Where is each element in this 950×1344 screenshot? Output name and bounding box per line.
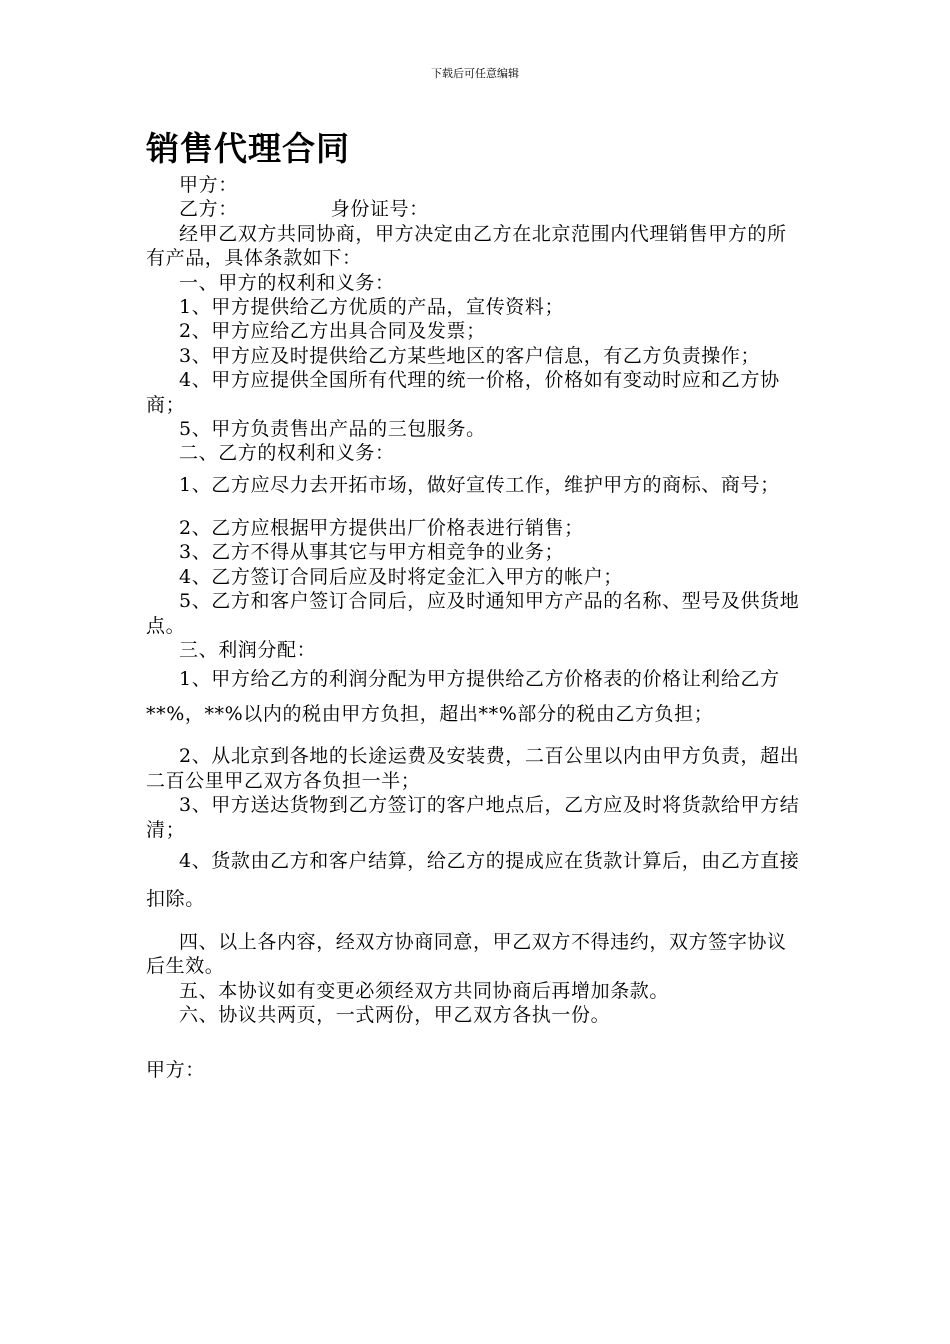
clause-3-2: 2、从北京到各地的长途运费及安装费，二百公里以内由甲方负责，超出二百公里甲乙双方各负担一半； bbox=[146, 745, 800, 792]
signature-party-a: 甲方： bbox=[146, 1058, 205, 1081]
section-heading-6: 六、协议共两页，一式两份，甲乙双方各执一份。 bbox=[179, 1004, 611, 1027]
section-heading-4: 四、以上各内容，经双方协商同意，甲乙双方不得违约，双方签字协议后生效。 bbox=[146, 930, 787, 978]
intro-paragraph: 经甲乙双方共同协商，甲方决定由乙方在北京范围内代理销售甲方的所有产品，具体条款如下： bbox=[146, 222, 787, 270]
clause-2-2: 2、乙方应根据甲方提供出厂价格表进行销售； bbox=[179, 516, 584, 539]
clause-2-1: 1、乙方应尽力去开拓市场，做好宣传工作，维护甲方的商标、商号； bbox=[179, 473, 780, 496]
clause-1-2: 2、甲方应给乙方出具合同及发票； bbox=[179, 320, 486, 343]
party-b-line: 乙方： 身份证号： bbox=[179, 198, 429, 221]
clause-1-1: 1、甲方提供给乙方优质的产品，宣传资料； bbox=[179, 296, 565, 319]
clause-2-5: 5、乙方和客户签订合同后，应及时通知甲方产品的名称、型号及供货地点。 bbox=[146, 590, 800, 637]
clause-2-3: 3、乙方不得从事其它与甲方相竞争的业务； bbox=[179, 541, 565, 564]
clause-1-5: 5、甲方负责售出产品的三包服务。 bbox=[179, 418, 486, 441]
page-header-note: 下载后可任意编辑 bbox=[431, 67, 519, 80]
section-heading-3: 三、利润分配： bbox=[179, 638, 317, 661]
section-heading-2: 二、乙方的权利和义务： bbox=[179, 442, 395, 465]
clause-3-4: 4、货款由乙方和客户结算，给乙方的提成应在货款计算后，由乙方直接扣除。 bbox=[146, 849, 800, 910]
clause-2-4: 4、乙方签订合同后应及时将定金汇入甲方的帐户； bbox=[179, 565, 623, 588]
clause-3-1: 1、甲方给乙方的利润分配为甲方提供给乙方价格表的价格让利给乙方**%，**%以内的税由甲方负担，超出**%部分的税由乙方负担； bbox=[146, 668, 780, 726]
section-heading-5: 五、本协议如有变更必须经双方共同协商后再增加条款。 bbox=[179, 979, 670, 1002]
clause-1-4: 4、甲方应提供全国所有代理的统一价格，价格如有变动时应和乙方协商； bbox=[146, 369, 780, 416]
contract-body bbox=[146, 173, 806, 1082]
clause-1-3: 3、甲方应及时提供给乙方某些地区的客户信息，有乙方负责操作； bbox=[179, 344, 761, 367]
section-heading-1: 一、甲方的权利和义务： bbox=[179, 271, 395, 294]
clause-3-3: 3、甲方送达货物到乙方签订的客户地点后，乙方应及时将货款给甲方结清； bbox=[146, 794, 800, 841]
document-title: 销售代理合同 bbox=[146, 129, 350, 168]
party-a-line: 甲方： bbox=[179, 174, 238, 196]
